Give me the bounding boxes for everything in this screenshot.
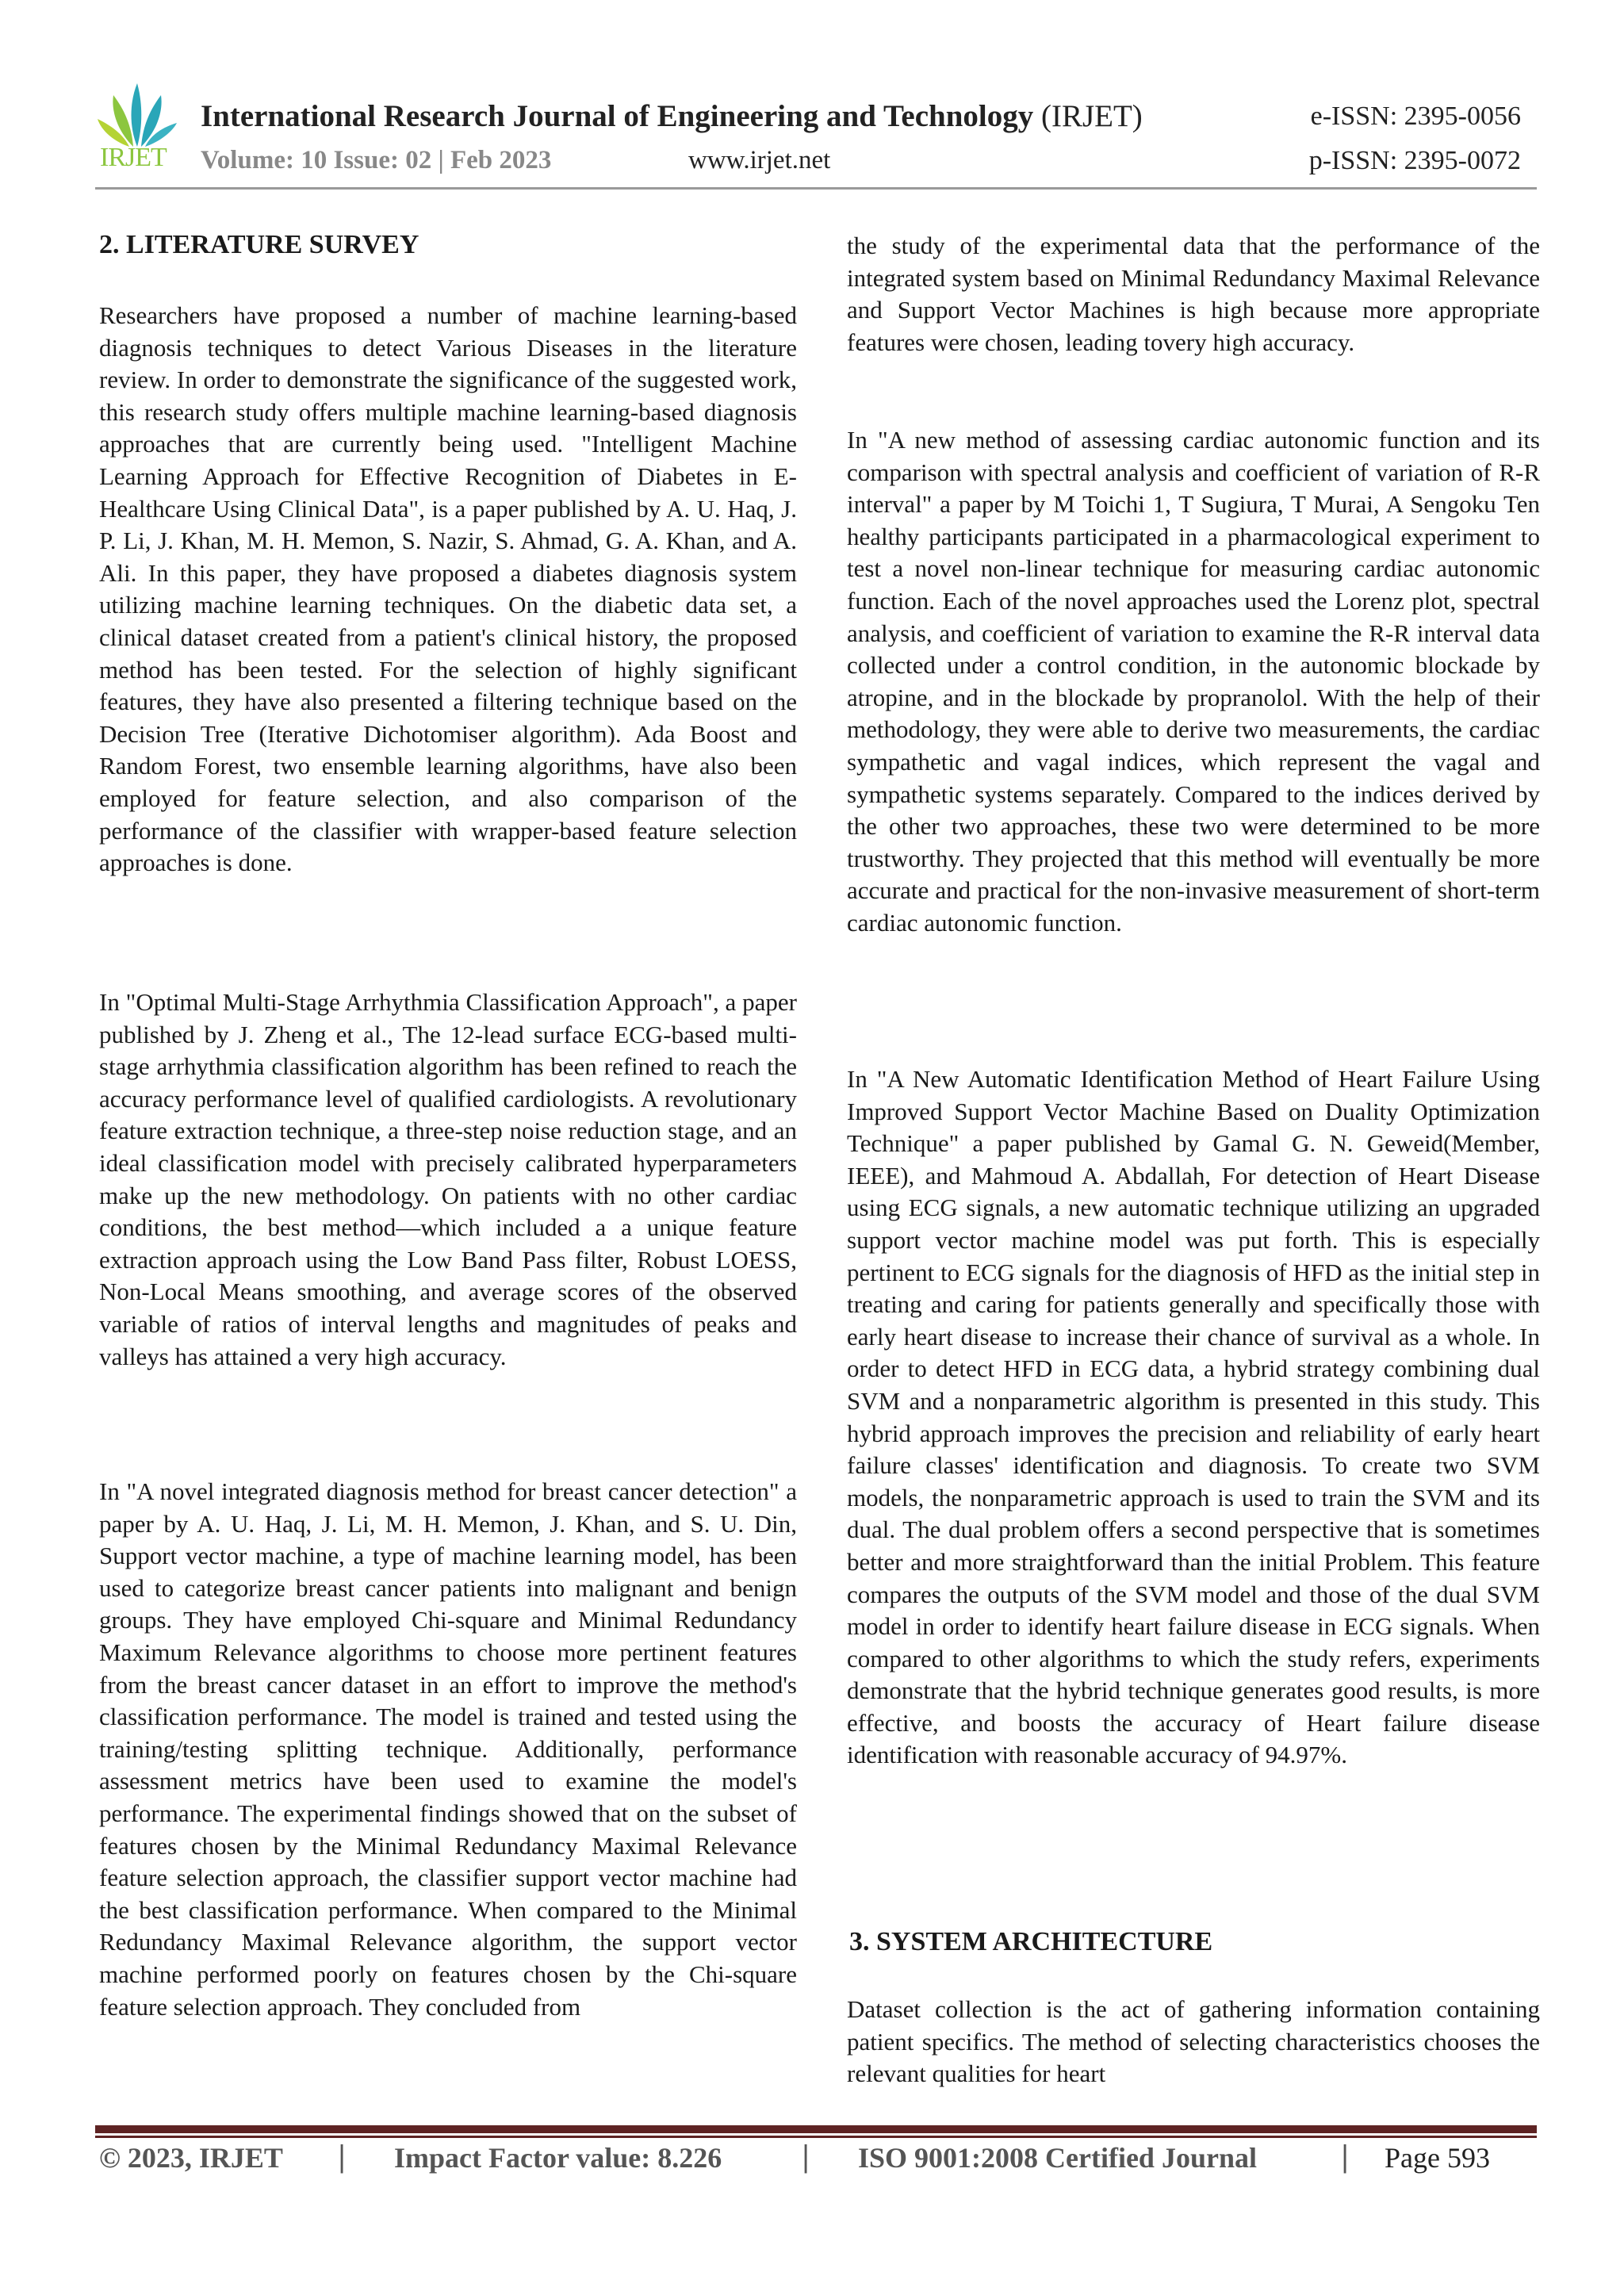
footer-separator: | xyxy=(1340,2141,1350,2174)
logo-leaves-icon xyxy=(94,79,181,151)
paragraph: In "Optimal Multi-Stage Arrhythmia Classification Approach", a paper published by J. Zheng et al., The 12-lead surface ECG-based multi-stage arrhythmia classification algorithm has been refined to reach the accuracy performance level of qualified cardiologists. A revolutionary feature extraction technique, a three-step noise reduction stage, and an ideal classification model with precisely calibrated hyperparameters make up the new methodology. On patients with no other cardiac conditions, the best method—which included a a unique feature extraction approach using the Low Band Pass filter, Robust LOESS, Non-Local Means smoothing, and average scores of the observed variable of ratios of interval lengths and magnitudes of peaks and valleys has attained a very high accuracy. xyxy=(99,988,797,1370)
paragraph: the study of the experimental data that the performance of the integrated system based on Minimal Redundancy Maximal Relevance and Support Vector Machines is high because more appropriate features were chosen, leading tovery high accuracy. xyxy=(847,232,1540,356)
paragraph: In "A novel integrated diagnosis method for breast cancer detection" a paper by A. U. Haq, J. Li, M. H. Memon, J. Khan, and S. U. Din, Support vector machine, a type of machine learning model, has been used to categorize breast cancer patients into malignant and benign groups. They have employed Chi-square and Minimal Redundancy Maximum Relevance algorithms to choose more pertinent features from the breast cancer dataset in an effort to improve the method's classification performance. The model is trained and tested using the training/testing splitting technique. Additionally, performance assessment metrics have been used to examine the model's performance. The experimental findings showed that on the subset of features chosen by the Minimal Redundancy Maximal Relevance feature selection approach, the classifier support vector machine had the best classification performance. When compared to the Minimal Redundancy Maximal Relevance algorithm, the support vector machine performed poorly on features chosen by the Chi-square feature selection approach. They concluded from xyxy=(99,1477,797,2021)
pissn: p-ISSN: 2395-0072 xyxy=(1308,146,1521,175)
footer-divider xyxy=(95,2125,1537,2133)
eissn: e-ISSN: 2395-0056 xyxy=(1310,102,1521,131)
paragraph: In "A new method of assessing cardiac autonomic function and its comparison with spectral analysis and coefficient of variation of R-R interval" a paper by M Toichi 1, T Sugiura, T Murai, A Sengoku Ten healthy participants participated in a pharmacological experiment to test a novel non-linear technique for measuring cardiac autonomic function. Each of the novel approaches used the Lorenz plot, spectral analysis, and coefficient of variation to examine the R-R interval data collected under a control condition, in the autonomic blockade by atropine, and in the blockade by propranolol. With the help of their methodology, they were able to derive two measurements, the cardiac sympathetic and vagal indices, which represent the vagal and sympathetic systems separately. Compared to the indices derived by the other two approaches, these two were determined to be more trustworthy. They projected that this method will eventually be more accurate and practical for the non-invasive measurement of short-term cardiac autonomic function. xyxy=(847,426,1540,937)
paragraph: In "A New Automatic Identification Method of Heart Failure Using Improved Support Vector Machine Based on Duality Optimization Technique" a paper published by Gamal G. N. Geweid(Member, IEEE), and Mahmoud A. Abdallah, For detection of Heart Disease using ECG signals, a new automatic technique utilizing an upgraded support vector machine model was put forth. This is especially pertinent to ECG signals for the diagnosis of HFD as the initial step in treating and caring for patients generally and specifically those with early heart disease to increase their chance of survival as a whole. In order to detect HFD in ECG data, a hybrid strategy combining dual SVM and a nonparametric algorithm is presented in this study. This hybrid approach improves the precision and reliability of early heart failure classes' identification and diagnosis. To create two SVM models, the nonparametric approach is used to train the SVM and its dual. The dual problem offers a second perspective that is sometimes better and more straightforward than the initial Problem. This feature compares the outputs of the SVM model and those of the dual SVM model in order to identify heart failure disease in ECG signals. When compared to other algorithms to which the study refers, experiments demonstrate that the hybrid technique generates good results, is more effective, and boosts the accuracy of Heart failure disease identification with reasonable accuracy of 94.97%. xyxy=(847,1065,1540,1769)
footer-page-number: Page 593 xyxy=(1385,2142,1490,2174)
section-heading-system-architecture: 3. SYSTEM ARCHITECTURE xyxy=(849,1927,1213,1956)
footer-iso: ISO 9001:2008 Certified Journal xyxy=(858,2142,1257,2174)
journal-name: International Research Journal of Engineering and Technology xyxy=(201,99,1034,133)
volume-info: Volume: 10 Issue: 02 | Feb 2023 xyxy=(201,146,552,174)
footer-impact-factor: Impact Factor value: 8.226 xyxy=(394,2142,722,2174)
footer-separator: | xyxy=(337,2141,347,2174)
irjet-logo xyxy=(94,79,181,182)
logo-text: IRJET xyxy=(100,143,167,172)
header-divider xyxy=(95,187,1537,190)
footer-divider-thin xyxy=(95,2136,1537,2138)
website-link[interactable]: www.irjet.net xyxy=(688,146,831,174)
footer-separator: | xyxy=(801,2141,811,2174)
paragraph: Dataset collection is the act of gathering information containing patient specifics. The method of selecting characteristics chooses the relevant qualities for heart xyxy=(847,1995,1540,2088)
journal-abbr: (IRJET) xyxy=(1040,99,1143,133)
section-heading-literature-survey: 2. LITERATURE SURVEY xyxy=(99,230,419,259)
paragraph: Researchers have proposed a number of machine learning-based diagnosis techniques to detect Various Diseases in the literature review. In order to demonstrate the significance of the suggested work, this research study offers multiple machine learning-based diagnosis approaches that are currently being used. "Intelligent Machine Learning Approach for Effective Recognition of Diabetes in E-Healthcare Using Clinical Data", is a paper published by A. U. Haq, J. P. Li, J. Khan, M. H. Memon, S. Nazir, S. Ahmad, G. A. Khan, and A. Ali. In this paper, they have proposed a diabetes diagnosis system utilizing machine learning techniques. On the diabetic data set, a clinical dataset created from a patient's clinical history, the proposed method has been tested. For the selection of highly significant features, they have also presented a filtering technique based on the Decision Tree (Iterative Dichotomiser algorithm). Ada Boost and Random Forest, two ensemble learning algorithms, have also been employed for feature selection, and also comparison of the performance of the classifier with wrapper-based feature selection approaches is done. xyxy=(99,301,797,877)
journal-title xyxy=(201,98,1143,134)
footer-copyright: © 2023, IRJET xyxy=(99,2142,283,2174)
